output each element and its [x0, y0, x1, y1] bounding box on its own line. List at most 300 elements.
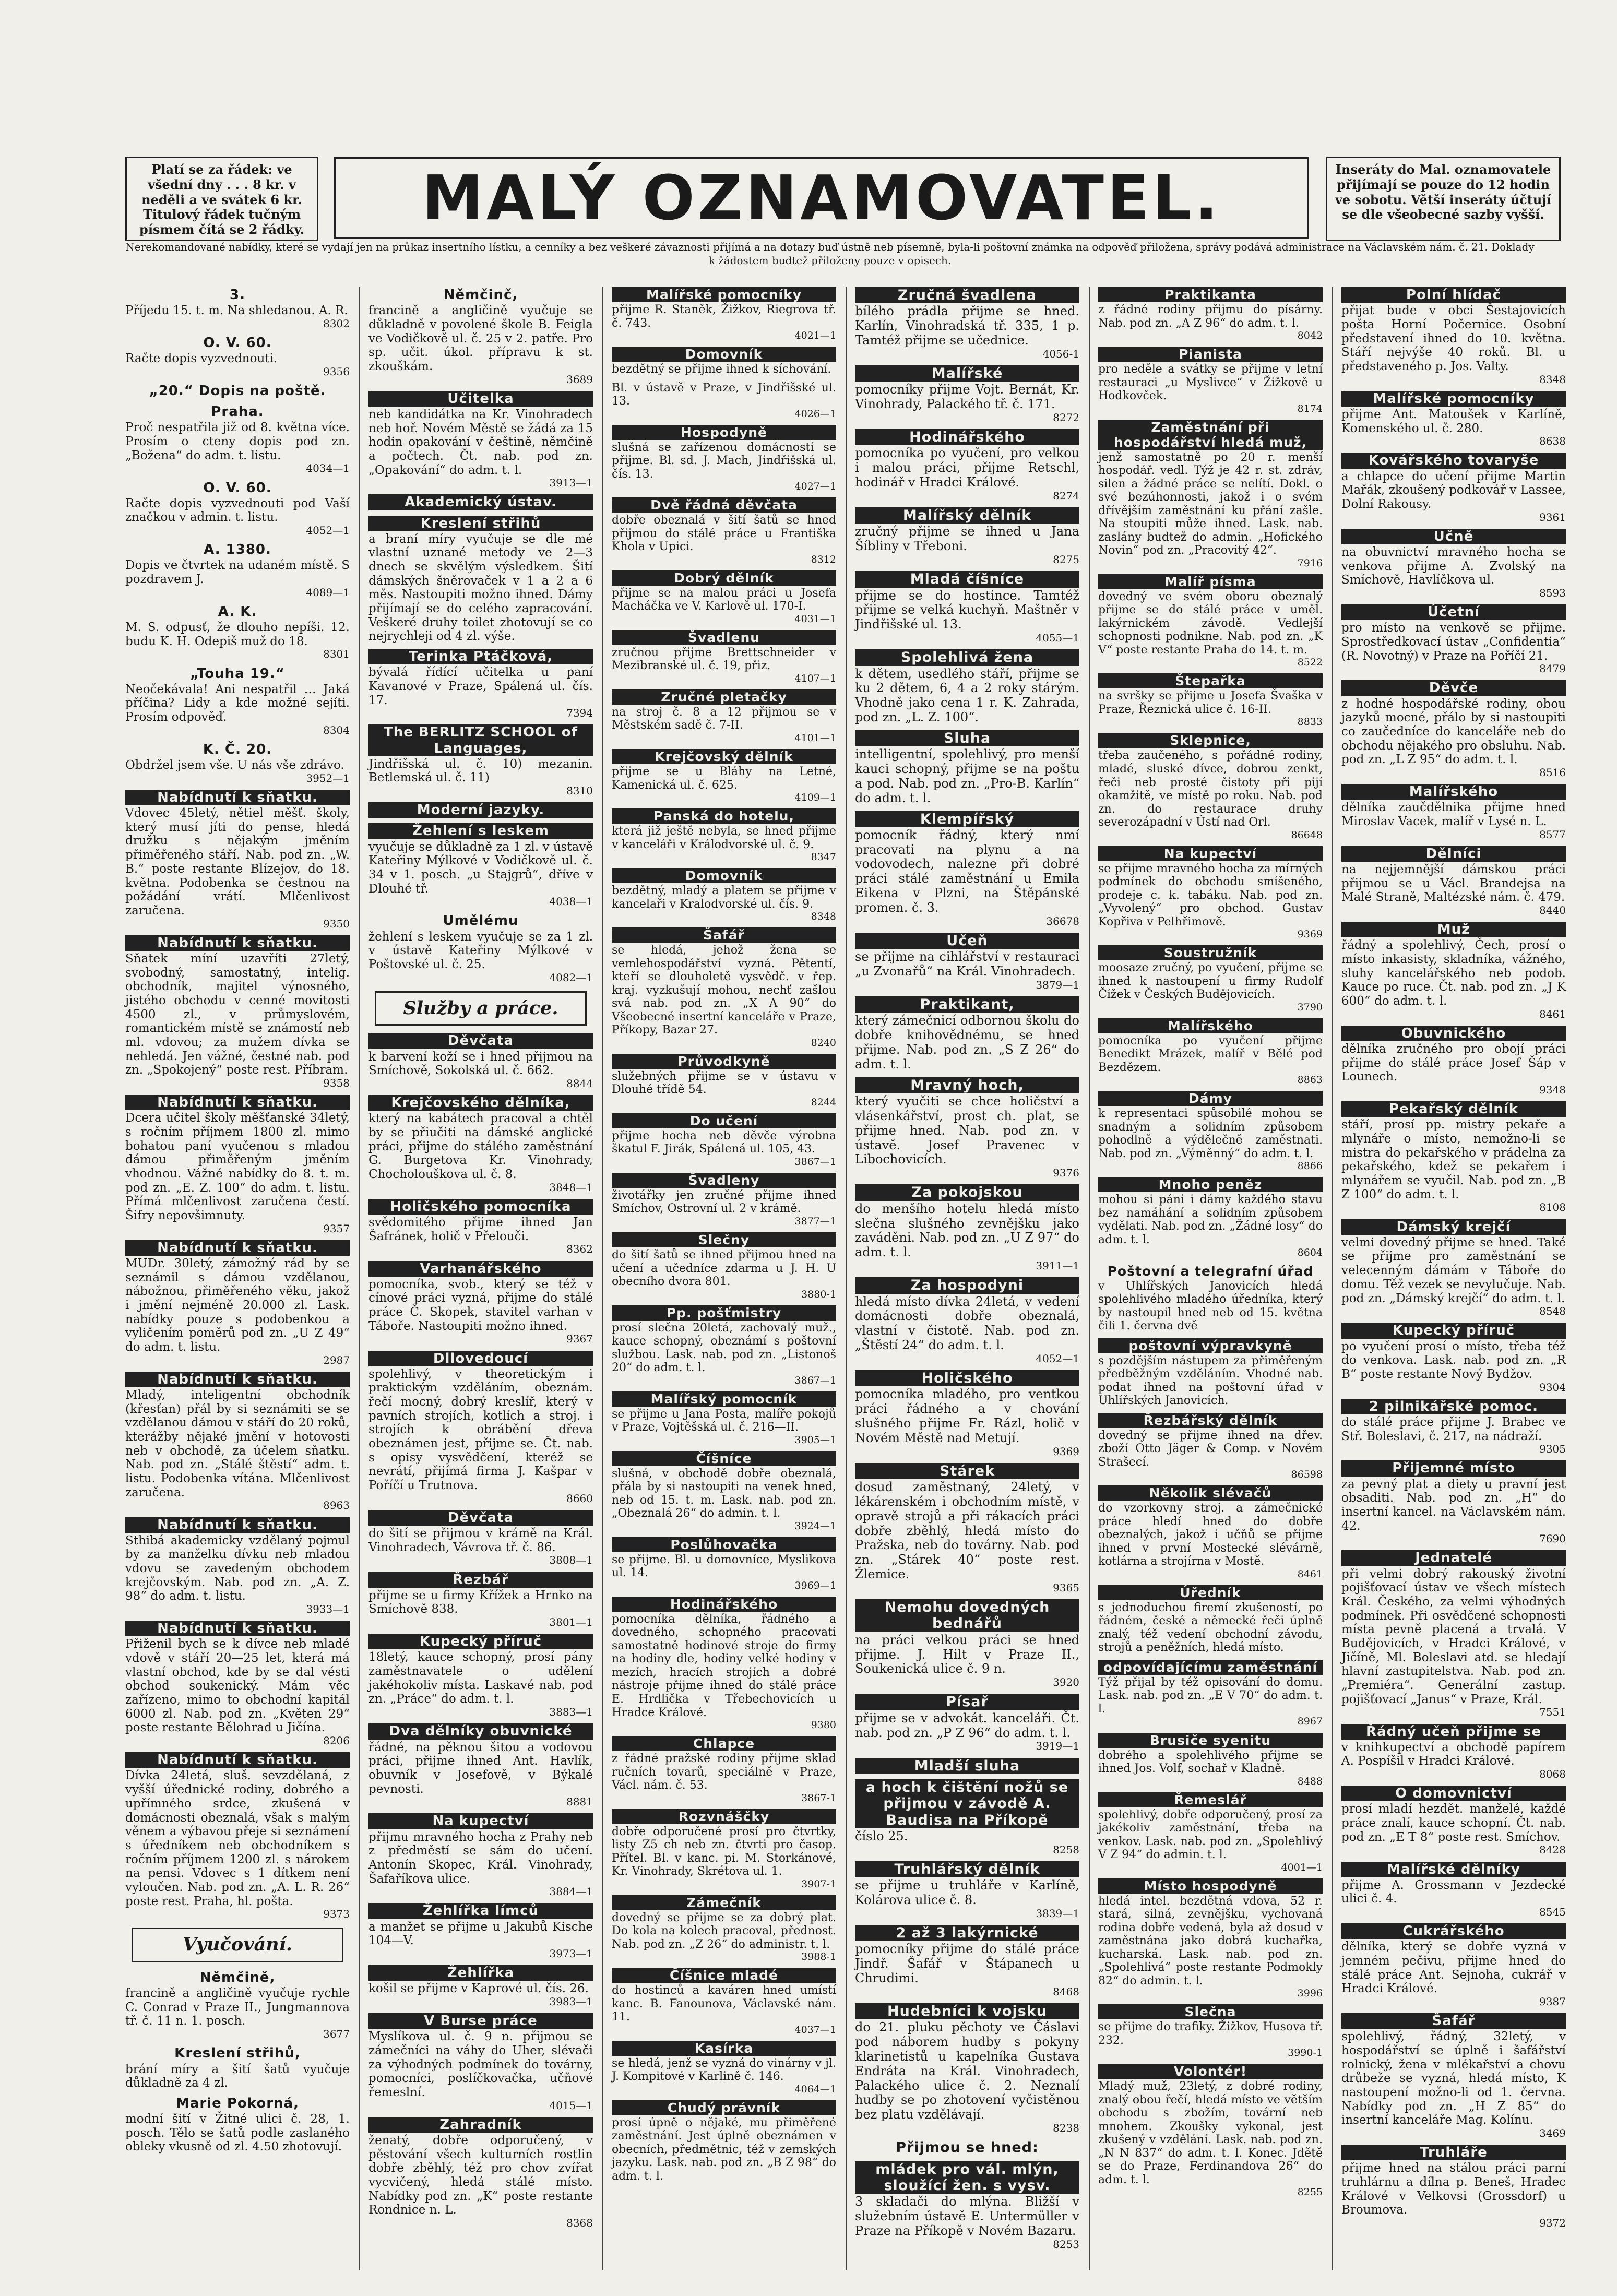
ad-number: 4015—1 — [549, 2099, 593, 2112]
ad-heading: Místo hospodyně — [1098, 1878, 1323, 1894]
ad-heading: Rozvnáščky — [612, 1809, 836, 1824]
classified-ad — [1098, 1585, 1323, 1655]
ad-heading: Brusiče syenitu — [1098, 1733, 1323, 1748]
ad-heading: Muž — [1341, 922, 1566, 937]
ad-number: 4056-1 — [1042, 347, 1079, 360]
ad-body: číslo 25. — [855, 1828, 908, 1843]
ad-number: 8548 — [1539, 1305, 1566, 1318]
ad-body: do šití se přijmou v krámě na Král. Vinohradech, Vávrova tř. č. 86. — [368, 1527, 593, 1554]
ad-number: 4064—1 — [794, 2083, 836, 2095]
ad-heading: Moderní jazyky. — [368, 802, 593, 818]
ad-body: Týž přijal by též opisování do domu. Lask. nab. pod zn. „E V 70“ do adm. t. l. — [1098, 1675, 1323, 1716]
ad-heading: Dobrý dělník — [612, 570, 836, 586]
ad-number: 3952—1 — [306, 771, 350, 784]
classified-ad — [612, 689, 836, 744]
ad-body: vyučuje se důkladně za 1 zl. v ústavě Kateřiny Mýlkové v Vodičkově ul. č. 34 v 1. posch. „u Stajgrů“, dříve v Dlouhé tř. — [368, 840, 593, 896]
ad-body: v knihkupectví a obchodě papírem A. Pospíšil v Hradci Králové. — [1341, 1740, 1566, 1768]
ad-heading: Žehlení s leskem — [368, 823, 593, 839]
ad-body: pomocníka dělníka, řádného a dovedného, schopného pracovati samostatně hodinové stroje do firmy na hodiny dle, hodiny velké hodiny v mezích, hracích strojích a dobré nástroje přijme ihned do stálé práce E. Hrdlička v Třebechovicích u Hradce Králové. — [612, 1612, 836, 1719]
ad-heading: Číšníce — [612, 1451, 836, 1466]
classified-ad — [612, 749, 836, 803]
ad-body: přijme hocha neb děvče výrobna škatul F. Jirák, Spálená ul. 105, 43. — [612, 1129, 836, 1156]
ad-body: s pozdějším nástupem za přiměřeným předběžným vzděláním. Vhodné nab. podat ihned na poštovní úřad v Uhlířských Janovicích. — [1098, 1354, 1323, 1408]
ad-heading: Učitelka — [368, 391, 593, 407]
ad-number: 3839—1 — [1036, 1907, 1079, 1920]
ad-heading: „Touha 19.“ — [190, 665, 285, 682]
ad-body: prosí úpně o nějaké, mu přiměřené zaměstnání. Jest úplně obeznámen v obecních, předmětnic, též v zemských jazyku. Lask. nab. pod zn. „B Z 98“ do adm. t. l. — [612, 2116, 836, 2183]
ad-number: 8348 — [1539, 373, 1566, 386]
classified-ad — [1341, 287, 1566, 386]
ad-heading: Varhanářského — [368, 1261, 593, 1277]
classified-ad — [125, 1970, 350, 2040]
ad-body: Račte dopis vyzvednouti. — [125, 352, 278, 366]
ad-heading: Učeň — [855, 933, 1079, 949]
ad-number: 8863 — [1297, 1074, 1323, 1086]
ad-body: k dětem, usedlého stáří, přijme se ku 2 dětem, 6, 4 a 2 roky stárým. Vhodně jako cena 1 r. K. Zahrada, pod zn. „L. Z. 100“. — [855, 666, 1079, 725]
ad-number: 3983—1 — [549, 1995, 593, 2008]
ad-body: Jindřišská ul. č. 10) mezanin. Betlemská ul. č. 11) — [368, 757, 593, 785]
ad-body: přijme se v advokát. kanceláři. Čt. nab. pod zn. „P Z 96“ do adm. t. l. — [855, 1710, 1079, 1740]
ad-body: bývalá řídící učitelka u paní Kavanové v Praze, Spálená ul. čís. 17. — [368, 665, 593, 707]
ad-body: pomocníky přijme do stálé práce Jindř. Šafář v Štápanech u Chrudimi. — [855, 1942, 1079, 1985]
ad-number: 8593 — [1539, 586, 1566, 599]
ad-number: 3790 — [1297, 1001, 1323, 1013]
ad-body: se přijme. Bl. u domovníce, Myslikova ul. 14. — [612, 1553, 836, 1580]
ad-number: 4034—1 — [306, 462, 350, 475]
ad-heading: Jednatelé — [1341, 1550, 1566, 1566]
ad-number: 3848—1 — [549, 1181, 593, 1194]
classified-ad — [1341, 1724, 1566, 1781]
ad-number: 8302 — [323, 317, 350, 330]
classified-ad — [1341, 2013, 1566, 2139]
ad-heading: Nabídnutí k sňatku. — [125, 790, 350, 805]
classified-ad — [612, 1597, 836, 1731]
ad-number: 8440 — [1539, 904, 1566, 917]
ad-heading: Obuvnického — [1341, 1026, 1566, 1041]
ad-heading: Písař — [855, 1694, 1079, 1710]
ad-number: 3920 — [1053, 1676, 1079, 1689]
ad-heading: Němčině, — [199, 1969, 276, 1985]
classified-ad — [855, 1861, 1079, 1920]
ad-number: 3808—1 — [549, 1554, 593, 1567]
classified-ad — [368, 391, 593, 490]
classified-ad — [368, 1634, 593, 1718]
page-title: MALÝ OZNAMOVATEL. — [334, 157, 1309, 239]
classified-ad — [125, 1240, 350, 1366]
ad-number: 3801—1 — [549, 1616, 593, 1629]
classified-ad — [125, 790, 350, 930]
classified-ad — [1341, 453, 1566, 523]
classified-ad — [1098, 1878, 1323, 2000]
ad-body: se přijme u Jana Posta, malíře pokojů v Praze, Vojtěšská ul. č. 216—II. — [612, 1407, 836, 1434]
ad-body: pomocníka po vyučení, pro velkou i malou práci, přijme Retschl, hodinář v Hradci Králové. — [855, 446, 1079, 490]
ad-heading: O domovnictví — [1341, 1786, 1566, 1801]
classified-ad — [1098, 2004, 1323, 2059]
ad-body: dobře odporučené prosí pro čtvrtky, listy Z5 ch neb zn. čtvrti pro časop. Přítel. Bl. v kanc. pi. M. Storkánové, Kr. Vinohrady, Skrétova ul. 1. — [612, 1825, 836, 1878]
ad-body: se hledá, jenž se vyzná do vinárny v jl. J. Kompitové v Karlině č. 146. — [612, 2056, 836, 2084]
ad-body: Sňatek míní uzavříti 27letý, svobodný, samostatný, intelig. obchodník, majitel výnosného, jistého obchodu v cenné movitosti 4500 zl., v průmyslovém, romantickém místě se známostí neb ml. vdovou; za mužem dívka se nehledá. Jen vážné, čestné nab. pod zn. „Spokojený“ poste rest. Příbram. — [125, 951, 350, 1077]
ad-body: z řádné rodiny přijmu do písárny. Nab. pod zn. „A Z 96“ do adm. t. l. — [1098, 303, 1323, 330]
ad-heading: Štepařka — [1098, 673, 1323, 688]
classified-ad — [855, 2161, 1079, 2251]
ad-heading: Spolehlivá žena — [855, 649, 1079, 665]
ad-heading: Číšnice mladé — [612, 1968, 836, 1983]
classified-ad — [368, 1261, 593, 1346]
classified-ad — [368, 649, 593, 719]
ad-heading: Na kupectví — [1098, 846, 1323, 861]
ad-body: Račte dopis vyzvednouti pod Vaší značkou v admin. t. listu. — [125, 496, 350, 525]
column-divider — [359, 287, 360, 2270]
ad-body: na stroj č. 8 a 12 přijmou se v Městském sadě č. 7-II. — [612, 705, 836, 732]
classified-ad — [125, 480, 350, 537]
classified-ad — [1098, 1177, 1323, 1258]
classified-ad — [855, 1370, 1079, 1458]
ad-body: spolehlivý, řádný, 32letý, v hospodářství se úplně i šafářství rolnický, žena v mlékařství a chovu drůbeže se vyzná, hledá místo, K nastoupení možno-li od 1. června. Nabídky pod zn. „H Z 85“ do insertní kanceláře Mag. Kolínu. — [1341, 2030, 1566, 2127]
ad-heading: Řezbářský dělník — [1098, 1413, 1323, 1428]
section-heading: Vyučování. — [132, 1928, 343, 1962]
ad-number: 8258 — [1053, 1843, 1079, 1856]
classified-ad — [1098, 574, 1323, 669]
classified-ad — [1098, 1485, 1323, 1580]
classified-ad — [1098, 1018, 1323, 1086]
ad-body: spolehlivý, v theoretickým i praktickým vzděláním, obeznám. řečí mocný, dobrý kreslíř, který v pavních strojích, kotlích a stroj. i strojích k obrábění dřeva obeznámen jest, přijme se. Čt. nab. s opisy vysvědčení, kteréž se nevrátí, přijímá firma J. Kašpar v Poříčí u Trutnova. — [368, 1367, 593, 1493]
ad-body: který na kabátech pracoval a chtěl by se přiučiti na dámské anglické práci, přijme do stálého zaměstnání G. Burgetova Kr. Vinohrady, Chocholouškova ul. č. 8. — [368, 1112, 593, 1181]
ad-heading: Nemohu dovedných bednářů — [855, 1599, 1079, 1632]
classified-ad — [855, 649, 1079, 725]
classified-ad — [125, 2045, 350, 2090]
ad-heading: Marie Pokorná, — [176, 2095, 299, 2111]
ad-number: 9350 — [323, 917, 350, 930]
classified-ad — [125, 383, 350, 399]
classified-ad — [125, 2096, 350, 2154]
ad-body: ženatý, dobře odporučený, v pěstování všech kulturních rostlin dobře zběhlý, též pro chov zvířat vycvičený, hledá stálé místo. Nabídky pod zn. „K“ poste restante Rondnice n. L. — [368, 2133, 593, 2217]
ad-body: dovedný ve svém oboru obeznalý přijme se do stálé práce v uměl. lakýrnickém závodě. Vedlejší schopnosti podnikne. Nab. pod zn. „K V“ poste restante Praha do 14. t. m. — [1098, 590, 1323, 657]
classified-ad — [1341, 1786, 1566, 1856]
ad-heading: Terinka Ptáčková, — [368, 649, 593, 664]
column-1 — [125, 287, 350, 2270]
classified-ad — [855, 287, 1079, 360]
ad-number: 8348 — [811, 911, 836, 923]
ad-number: 8312 — [811, 553, 836, 565]
ad-body: třeba zaučeného, s pořádné rodiny, mladé, sluské dívce, dobrou zenkt, řeči neb prosté čistoty při pijí okamžitě, ve místě po roku. Nab. pod zn. do restaurace druhy severozápadní v Ústí nad Orl. — [1098, 749, 1323, 829]
classified-ad — [125, 604, 350, 661]
ad-number: 4089—1 — [306, 586, 350, 599]
ad-heading: Malířské pomocníky — [1341, 391, 1566, 407]
ad-number: 3905—1 — [794, 1434, 836, 1446]
classified-ad — [855, 811, 1079, 927]
ad-heading: O. V. 60. — [203, 480, 272, 496]
classifieds-columns — [125, 287, 1566, 2270]
ad-heading: mládek pro vál. mlýn, sloužící žen. s vysv. — [855, 2161, 1079, 2194]
ad-number: 8253 — [1053, 2238, 1079, 2251]
ad-heading: Němčinč, — [443, 287, 518, 303]
ad-body: pro neděle a svátky se přijme v letní restauraci „u Myslivce“ v Žižkově u Hodkovček. — [1098, 363, 1323, 403]
classified-ad — [1098, 1660, 1323, 1728]
ad-body: a manžet se přijme u Jakubů Kische 104—V. — [368, 1920, 593, 1948]
classified-ad — [612, 425, 836, 493]
ad-body: přijme R. Staněk, Žižkov, Riegrova tř. č. 743. — [612, 303, 836, 330]
ad-number: 9369 — [1297, 929, 1323, 941]
classified-ad — [1341, 529, 1566, 599]
ad-body: Obdržel jsem vše. U nás vše zdrávo. — [125, 758, 344, 772]
ad-number: 9372 — [1539, 2217, 1566, 2230]
ad-heading: Do učení — [612, 1113, 836, 1128]
ad-heading: Žehlířka — [368, 1965, 593, 1981]
ad-heading: Řádný učeň přijme se — [1341, 1724, 1566, 1740]
ad-body: se hledá, jehož žena se vemlehospodářství vyzná. Pětentí, kteří se dlouholetě vysvědč. v řep. kraj. vyzkušují mohou, nechť zašlou svá nab. pod zn. „X A 90“ do Všeobecné insertní kanceláře v Praze, Příkopy, Bazar 27. — [612, 944, 836, 1037]
ad-body: Mladý muž, 23letý, z dobré rodiny, znalý obou řečí, hledá místo ve větším obchodu s zbožím, tovární neb mnohem. Zkoušky vykonal, jest zkušený v vzdělání. Lask. nab. pod zn. „N N 837“ do adm. t. l. Konec. Jdětě se do Praze, Ferdinandova 26“ do adm. t. l. — [1098, 2080, 1323, 2186]
ad-heading: Truhláře — [1341, 2145, 1566, 2160]
ad-number: 4101—1 — [794, 732, 836, 744]
ad-number: 3969—1 — [794, 1579, 836, 1591]
ad-heading: Švadlenu — [612, 630, 836, 645]
ad-heading: O. V. 60. — [203, 335, 272, 351]
ad-heading: Chlapce — [612, 1736, 836, 1751]
classified-ad — [368, 823, 593, 908]
ad-number: 4026—1 — [794, 408, 836, 420]
ad-number: 8362 — [566, 1243, 593, 1256]
ad-heading: Šafář — [612, 927, 836, 943]
ad-heading: Malíř písma — [1098, 574, 1323, 589]
ad-heading: Malířského — [1341, 784, 1566, 800]
classified-ad — [612, 1173, 836, 1227]
ad-heading: odpovídajícímu zaměstnání — [1098, 1660, 1323, 1675]
ad-body: Dopis ve čtvrtek na udaném místě. S pozdravem J. — [125, 558, 350, 587]
classified-ad — [368, 724, 593, 797]
classified-ad — [612, 927, 836, 1049]
ad-heading: Děvče — [1341, 680, 1566, 696]
ad-body: svědomitého přijme ihned Jan Šafránek, holič v Přelouči. — [368, 1215, 593, 1243]
ad-number: 3677 — [323, 2028, 350, 2041]
ad-body: dělníka zaučdělnika přijme hned Miroslav Vacek, malíř v Lysé n. L. — [1341, 801, 1566, 828]
ad-number: 8461 — [1539, 1007, 1566, 1020]
classified-ad — [855, 1758, 1079, 1774]
ad-number: 8522 — [1297, 657, 1323, 669]
ad-heading: Hodinářského — [612, 1597, 836, 1612]
ad-heading: Přijmou se hned: — [896, 2139, 1039, 2156]
classified-ad — [612, 1736, 836, 1804]
ad-body: pomocníka mladého, pro ventkou práci řádného a v chování slušného přijme Fr. Rázl, holič v Novém Městě nad Metují. — [855, 1387, 1079, 1445]
ad-number: 8310 — [566, 784, 593, 798]
classified-ad — [855, 1463, 1079, 1594]
ad-heading: Stárek — [855, 1463, 1079, 1479]
column-6 — [1341, 287, 1566, 2270]
ad-body: dobře obeznalá v šití šatů se hned přijmou do stálé práce u Františka Khola v Upici. — [612, 514, 836, 554]
classified-ad — [1098, 287, 1323, 341]
ad-number: 3884—1 — [549, 1885, 593, 1898]
ad-heading: Malířský dělník — [855, 507, 1079, 524]
ad-heading: Mnoho peněz — [1098, 1177, 1323, 1192]
classified-ad — [855, 2139, 1079, 2156]
ad-body: do 21. pluku pěchoty ve Čáslavi pod náborem hudby s pokyny klarinetistů u kapelníka Gustava Endráta na Král. Vinohradech, Palackého ulice č. 2. Neznalí hudby se po zhotovení vyčistěnou bez platu vzdělávají. — [855, 2020, 1079, 2122]
classified-ad — [1098, 1413, 1323, 1481]
classified-ad — [1341, 680, 1566, 779]
ad-number: 9367 — [566, 1333, 593, 1346]
classified-ad — [1098, 420, 1323, 569]
classified-ad — [125, 742, 350, 784]
ad-heading: Soustružník — [1098, 945, 1323, 960]
ad-body: přijme hned na stálou práci parní truhlárnu a dílna p. Beneš, Hradec Králové v Velkovsi (Grossdorf) u Broumova. — [1341, 2161, 1566, 2217]
classified-ad — [368, 1903, 593, 1960]
ad-number: 7551 — [1539, 1706, 1566, 1719]
ad-heading: Hodinářského — [855, 429, 1079, 445]
ad-body: Neočekávala! Ani nespatřil … Jaká příčina? Lidy a kde možné sejíti. Prosím odpověď. — [125, 682, 350, 724]
ad-body: k representaci spůsobilé mohou se snadným a solidním způsobem pohodlně a výdělečně zaměstnati. Nab. pod zn. „Výměnný“ do adm. t. l. — [1098, 1107, 1323, 1160]
classified-ad — [855, 996, 1079, 1072]
ad-body: 3 skladači do mlýna. Bližší v služebním ústavě E. Untermüller v Praze na Příkopě v Novém Bazaru. — [855, 2194, 1079, 2238]
ad-heading: Kasírka — [612, 2041, 836, 2056]
ad-heading: Nabídnutí k sňatku. — [125, 1621, 350, 1636]
ad-number: 8545 — [1539, 1906, 1566, 1919]
ad-heading: Švadleny — [612, 1173, 836, 1188]
ad-number: 8244 — [811, 1096, 836, 1108]
ad-number: 4052—1 — [1036, 1352, 1079, 1365]
ad-body: přijme Ant. Matoušek v Karlíně, Komenského ul. č. 280. — [1341, 407, 1566, 435]
classified-ad — [612, 382, 836, 420]
classified-ad — [612, 497, 836, 565]
ad-heading: Mladá číšníce — [855, 571, 1079, 587]
ad-heading: Dvě řádná děvčata — [612, 497, 836, 513]
ad-body: francině a angličině vyučuje se důkladně v povolené škole B. Feigla ve Vodičkově ul. č. 25 v 2. patře. Pro sp. učit. úkol. přípravu k st. zkouškám. — [368, 304, 593, 373]
ad-heading: Nabídnutí k sňatku. — [125, 1752, 350, 1768]
ad-heading: Za hospodyni — [855, 1277, 1079, 1293]
ad-heading: Sklepnice, — [1098, 733, 1323, 748]
ad-body: a chlapce do učení přijme Martin Mařák, zkoušený podkovář v Lassee, Dolní Rakousy. — [1341, 469, 1566, 511]
ad-number: 8468 — [1053, 1985, 1079, 1998]
classified-ad — [1341, 846, 1566, 917]
ad-body: řádný a spolehlivý, Čech, prosí o místo inkasisty, skladníka, vážného, sluhy kancelářského neb podob. Kauce po ruce. Čt. nab. pod zn. „J K 600“ do adm. t. l. — [1341, 938, 1566, 1008]
ad-heading: Malířského — [1098, 1018, 1323, 1033]
ad-body: pomocníka, svob., který se též v cínové práci vyzná, přijme do stálé práce Č. Skopek, stavitel varhan v Táboře. Nastoupiti možno ihned. — [368, 1277, 593, 1333]
classified-ad — [855, 1599, 1079, 1688]
classified-ad — [368, 494, 593, 510]
ad-heading: Účetní — [1341, 604, 1566, 620]
classified-ad — [1341, 604, 1566, 675]
ad-body: velmi dovedný přijme se hned. Také se přijme pro zaměstnání se velecenným dámám v Táboře do domu. Těž vezek se nevylučuje. Nab. pod zn. „Dámský krejčí“ do adm. t. l. — [1341, 1235, 1566, 1305]
ad-heading: Praktikanta — [1098, 287, 1323, 302]
ad-heading: Klempířský — [855, 811, 1079, 827]
ad-heading: Nabídnutí k sňatku. — [125, 1372, 350, 1387]
ad-body: na obuvnictví mravného hocha se venkova přijme A. Zvolský na Smíchově, Havlíčkova ul. — [1341, 545, 1566, 587]
classified-ad — [855, 2003, 1079, 2134]
classified-ad — [855, 1925, 1079, 1998]
ad-heading: a hoch k čištění nožů se přijmou v závodě A. Baudisa na Příkopě — [855, 1779, 1079, 1828]
ad-heading: Kovářského tovaryše — [1341, 453, 1566, 468]
ad-number: 8488 — [1297, 1775, 1323, 1787]
ad-heading: Na kupectví — [368, 1813, 593, 1829]
ad-body: hledá místo dívka 24letá, v vedení domácnosti dobře obeznalá, vlastní v čistotě. Nab. pod zn. „Štěstí 24“ do adm. t. l. — [855, 1294, 1079, 1353]
classified-ad — [1098, 1733, 1323, 1787]
ad-number: 3867—1 — [794, 1156, 836, 1168]
ad-heading: Praha. — [211, 404, 264, 420]
ad-heading: Krejčovského dělníka, — [368, 1095, 593, 1111]
classified-ad — [125, 404, 350, 474]
ad-body: Proč nespatřila již od 8. května více. Prosím o cteny dopis pod zn. „Božena“ do adm. t. listu. — [125, 421, 350, 462]
ad-number: 4038—1 — [549, 895, 593, 908]
classified-ad — [855, 1077, 1079, 1180]
ad-number: 4037—1 — [794, 2024, 836, 2036]
ad-body: spolehlivý, dobře odporučený, prosí za jakékoliv zaměstnání, třeba na venkov. Lask. nab. pod zn. „Spolehlivý V Z 94“ do admin. t. l. — [1098, 1808, 1323, 1862]
column-divider — [846, 287, 847, 2270]
ad-body: přijat bude v obci Šestajovicích pošta Horní Počernice. Osobní představení ihned do 10. května. Stáří nejvýše 40 roků. Bl. u představeného p. Jos. Valty. — [1341, 304, 1566, 373]
ad-number: 8174 — [1297, 402, 1323, 414]
classified-ad — [368, 1199, 593, 1256]
ad-number: 3996 — [1297, 1988, 1323, 2000]
ad-number: 8275 — [1053, 553, 1079, 566]
ad-number: 2987 — [323, 1353, 350, 1366]
ad-number: 3907-1 — [801, 1878, 836, 1890]
ad-heading: Chudý právník — [612, 2100, 836, 2115]
classified-ad — [855, 1277, 1079, 1365]
ad-body: dovedný se přijme se za dobrý plat. Do kola na kolech pracoval, přednost. Nab. pod zn. „Z 26“ do administr. t. l. — [612, 1911, 836, 1951]
ad-body: pro místo na venkově se přijme. Sprostředkovací ústav „Confidentia“ (R. Novotný) v Praze na Poříčí 21. — [1341, 621, 1566, 663]
classified-ad — [125, 1621, 350, 1747]
ad-body: prosí slečna 20letá, zachovalý muž., kauce schopný, obeznámí s poštovní službou. Lask. nab. pod zn. „Listonoš 20“ do adm. t. l. — [612, 1321, 836, 1375]
ad-heading: Děvčata — [368, 1510, 593, 1526]
column-3 — [612, 287, 836, 2270]
ad-number: 8866 — [1297, 1160, 1323, 1172]
ad-body: dělníka, který se dobře vyzná v jemném pečivu, přijme hned do stálé práce Ant. Sejnoha, cukrář v Hradci Králové. — [1341, 1940, 1566, 1996]
ad-number: 3469 — [1539, 2127, 1566, 2140]
ad-number: 8272 — [1053, 411, 1079, 424]
ad-heading: Pp. pošťmistry — [612, 1305, 836, 1321]
classified-ad — [1341, 1862, 1566, 1919]
ad-number: 9304 — [1539, 1381, 1566, 1394]
ad-body: slušná se zařízenou domácností se přijme. Bl. sd. J. Mach, Jindřišská ul. čís. 13. — [612, 441, 836, 481]
ad-heading: Úředník — [1098, 1585, 1323, 1600]
ad-heading: „20.“ Dopis na poště. — [149, 383, 326, 399]
ad-body: v Uhlířských Janovicích hledá spolehlivého mladého úředníka, který by nastoupil hned neb od 15. května čili 1. června dvě — [1098, 1279, 1323, 1333]
ad-heading: Hospodyně — [612, 425, 836, 440]
classified-ad — [612, 1054, 836, 1108]
ad-body: který zámečnicí odbornou školu do dobře knihovědnému, se hned přijme. Nab. pod zn. „S Z 26“ do adm. t. l. — [855, 1013, 1079, 1072]
ad-number: 7916 — [1297, 557, 1323, 569]
ad-heading: Několik slévačů — [1098, 1485, 1323, 1501]
ad-heading: 2 až 3 lakýrnické — [855, 1925, 1079, 1941]
ad-body: z hodné hospodářské rodiny, obou jazyků mocné, přálo by si nastoupiti co zaučedníce do kanceláře neb do obchodu nějakého pro obsluhu. Nab. pod zn. „L Z 95“ do adm. t. l. — [1341, 697, 1566, 767]
ad-heading: Volontér! — [1098, 2064, 1323, 2079]
ad-number: 8368 — [566, 2217, 593, 2229]
ad-number: 3867-1 — [801, 1792, 836, 1804]
classified-ad — [368, 1723, 593, 1808]
ad-body: do hostinců a kaváren hned umístí kanc. B. Fanounova, Václavské nám. 11. — [612, 1984, 836, 2024]
ad-body: bílého prádla přijme se hned. Karlín, Vinohradská tř. 335, 1 p. Tamtéž přijme se učednice. — [855, 304, 1079, 348]
classified-ad — [368, 1572, 593, 1629]
ad-body: 18letý, kauce schopný, prosí pány zaměstnavatele o udělení jakéhokoliv místa. Laskavé nab. pod zn. „Práce“ do adm. t. l. — [368, 1650, 593, 1706]
ad-heading: Poslůhovačka — [612, 1537, 836, 1552]
ad-number: 8516 — [1539, 766, 1566, 779]
ad-number: 9305 — [1539, 1443, 1566, 1456]
ad-body: Myslíkova ul. č. 9 n. přijmou se zámečníci na váhy do Uher, slévači za výhodných podmínek do továrny, pomocníci, poslíčkovačka, učňové řemeslní. — [368, 2030, 593, 2099]
classified-ad — [125, 287, 350, 330]
classified-ad — [1341, 922, 1566, 1020]
ad-number: 3879—1 — [1036, 978, 1079, 991]
ad-heading: V Burse práce — [368, 2013, 593, 2029]
classified-ad — [125, 335, 350, 378]
ad-heading: poštovní výpravkyně — [1098, 1338, 1323, 1353]
ad-heading: Domovník — [612, 347, 836, 362]
ad-heading: Kreslení střihů, — [174, 2045, 301, 2062]
classified-ad — [855, 1694, 1079, 1752]
classified-ad — [612, 1809, 836, 1890]
ad-number: 8660 — [566, 1492, 593, 1505]
ad-heading: Pianista — [1098, 347, 1323, 362]
ad-heading: Holičského pomocníka — [368, 1199, 593, 1215]
ad-heading: Průvodkyně — [612, 1054, 836, 1069]
classified-ad — [612, 1232, 836, 1300]
classified-ad — [612, 868, 836, 922]
classified-ad — [125, 1372, 350, 1512]
